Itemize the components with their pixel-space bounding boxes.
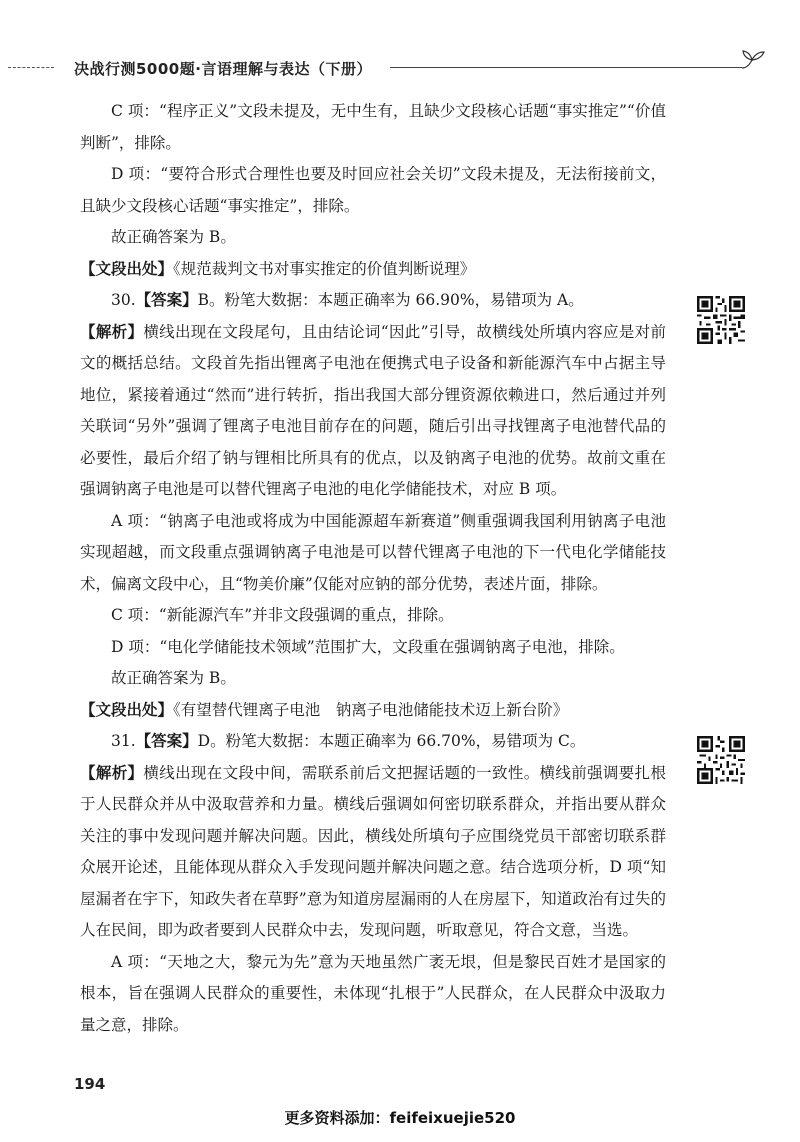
page-body (80, 96, 666, 1041)
paragraph: A 项：“钠离子电池或将成为中国能源超车新赛道”侧重强调我国利用钠离子电池实现超越，而文段重点强调钠离子电池是可以替代锂离子电池的下一代电化学储能技术，偏离文段中心，且“物美价廉”仅能对应钠的部分优势，表述片面，排除。 (80, 511, 666, 593)
paragraph: 故正确答案为 B。 (111, 228, 236, 246)
analysis-30: 【解析】横线出现在文段尾句，且由结论词“因此”引导，故横线处所填内容应是对前文的概括总结。文段首先指出锂离子电池在便携式电子设备和新能源汽车中占据主导地位，紧接着通过“然而”进行转折，指出我国大部分锂资源依赖进口，然后通过并列关联词“另外”强调了锂离子电池目前存在的问题，随后引出寻找锂离子电池替代品的必要性，最后介绍了钠与锂相比所具有的优点，以及钠离子电池的优势。故前文重在强调钠离子电池是可以替代锂离子电池的电化学储能技术，对应 B 项。 (80, 322, 666, 498)
source-tag: 【文段出处】 (80, 700, 174, 719)
source-line: 【文段出处】《规范裁判文书对事实推定的价值判断说理》 (80, 259, 476, 278)
qr-code-icon[interactable] (697, 296, 745, 344)
analysis-tag: 【解析】 (80, 763, 144, 782)
source-line: 【文段出处】《有望替代锂离子电池 钠离子电池储能技术迈上新台阶》 (80, 700, 569, 719)
header-rule (390, 67, 742, 68)
paragraph: D 项：“电化学储能技术领域”范围扩大，文段重在强调钠离子电池，排除。 (111, 637, 625, 656)
running-header (0, 48, 800, 88)
paragraph: C 项：“新能源汽车”并非文段强调的重点，排除。 (111, 606, 454, 624)
analysis-tag: 【解析】 (80, 322, 144, 341)
paragraph: D 项：“要符合形式合理性也要及时回应社会关切”文段未提及，无法衔接前文，且缺少文段核心话题“事实推定”，排除。 (80, 165, 666, 215)
qr-code-icon[interactable] (697, 736, 745, 784)
paragraph: A 项：“天地之大，黎元为先”意为天地虽然广袤无垠，但是黎民百姓才是国家的根本，旨在强调人民群众的重要性，未体现“扎根于”人民群众，在人民群众中汲取力量之意，排除。 (80, 952, 666, 1034)
page-number: 194 (74, 1075, 106, 1093)
answer-line-31: 31.【答案】D。粉笔大数据：本题正确率为 66.70%，易错项为 C。 (111, 732, 586, 750)
footer-note: 更多资料添加：feifeixuejie520 (284, 1109, 516, 1127)
analysis-31: 【解析】横线出现在文段中间，需联系前后文把握话题的一致性。横线前强调要扎根于人民群众并从中汲取营养和力量。横线后强调如何密切联系群众，并指出要从群众关注的事中发现问题并解决问题。因此，横线处所填句子应围绕党员干部密切联系群众展开论述，且能体现从群众入手发现问题并解决问题之意。结合选项分析，D 项“知屋漏者在宇下，知政失者在草野”意为知道房屋漏雨的人在房屋下，知道政治有过失的人在民间，即为政者要到人民群众中去，发现问题，听取意见，符合文意，当选。 (80, 763, 666, 939)
answer-tag: 【答案】 (135, 291, 198, 309)
source-tag: 【文段出处】 (80, 259, 174, 278)
paragraph: C 项：“程序正义”文段未提及，无中生有，且缺少文段核心话题“事实推定”“价值判断”，排除。 (80, 102, 666, 152)
answer-tag: 【答案】 (135, 732, 198, 750)
paragraph: 故正确答案为 B。 (111, 669, 236, 687)
answer-line-30: 30.【答案】B。粉笔大数据：本题正确率为 66.90%，易错项为 A。 (111, 291, 584, 309)
sprout-icon (738, 48, 768, 74)
header-dash-line (8, 67, 54, 68)
book-title: 决战行测5000题·言语理解与表达（下册） (74, 60, 372, 78)
